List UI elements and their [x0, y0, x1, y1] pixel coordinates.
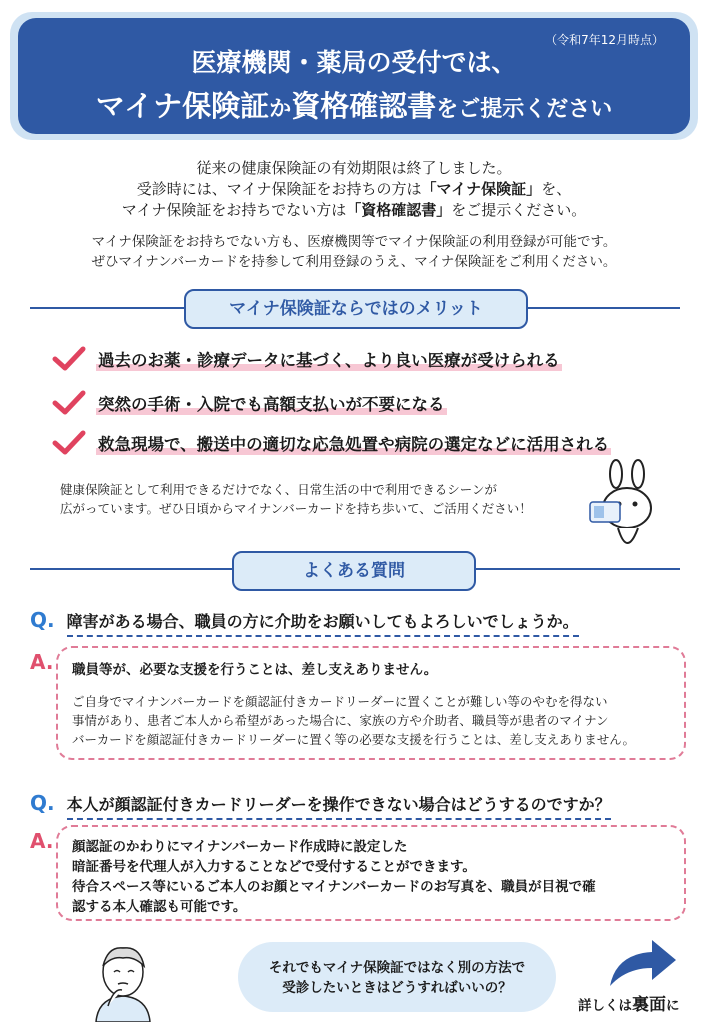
answer-box-2 [56, 825, 686, 921]
intro-line3-a: マイナ保険証をお持ちでない方は [121, 201, 347, 219]
answer-1-lead: 職員等が、必要な支援を行うことは、差し支えありません。 [72, 662, 438, 678]
more-prefix: 詳しくは [578, 998, 632, 1014]
intro-line2 [0, 179, 708, 200]
see-reverse-link [578, 990, 680, 1015]
answer-1-line1: ご自身でマイナンバーカードを顔認証付きカードリーダーに置くことが難しい等のやむを得ない [72, 694, 608, 709]
intro-line3 [0, 200, 708, 221]
answer-1-line3: バーカードを顔認証付きカードリーダーに置く等の必要な支援を行うことは、差し支えありません。 [72, 732, 636, 747]
a-mark: A. [30, 829, 54, 853]
answer-2-line2: 暗証番号を代理人が入力することなどで受付することができます。 [72, 859, 476, 875]
title-line1: 医療機関・薬局の受付では、 [191, 48, 517, 77]
answer-2-line1: 顔認証のかわりにマイナンバーカード作成時に設定した [72, 839, 408, 855]
header-banner [10, 12, 698, 140]
intro-line2-a: 受診時には、マイナ保険証をお持ちの方は [136, 180, 422, 198]
intro-line4: マイナ保険証をお持ちでない方も、医療機関等でマイナ保険証の利用登録が可能です。 [91, 234, 617, 250]
q-mark: Q. [30, 608, 55, 632]
header-banner-inner [18, 18, 690, 134]
question-text: 障害がある場合、職員の方に介助をお願いしてもよろしいでしょうか。 [67, 609, 579, 637]
mascot-rabbit-icon [588, 458, 668, 564]
answer-1-line2: 事情があり、患者ご本人から希望があった場合に、家族の方や介助者、職員等が患者のマイナン [72, 713, 609, 728]
intro-line3-b: 「資格確認書」 [346, 201, 452, 219]
intro-line2-b: 「マイナ保険証」 [421, 180, 542, 198]
intro-text-2 [0, 232, 708, 272]
merits-note-line2: 広がっています。ぜひ日頃からマイナンバーカードを持ち歩いて、ご活用ください！ [60, 501, 532, 516]
bubble-line2: 受診したいときはどうすればいいの？ [282, 980, 512, 996]
more-reverse: 裏面 [632, 995, 666, 1015]
merit-item-2 [52, 390, 447, 416]
intro-line1: 従来の健康保険証の有効期限は終了しました。 [196, 159, 512, 177]
answer-box-1 [56, 646, 686, 760]
merits-note-line1: 健康保険証として利用できるだけでなく、日常生活の中で利用できるシーンが [60, 482, 498, 497]
title-ka: か [269, 97, 292, 122]
as-of-date: （令和7年12月時点） [545, 33, 664, 47]
merit-text: 救急現場で、搬送中の適切な応急処置や病院の選定などに活用される [96, 431, 611, 455]
intro-line3-c: をご提示ください。 [451, 201, 587, 219]
faq-heading: よくある質問 [232, 551, 476, 591]
merit-text: 突然の手術・入院でも高額支払いが不要になる [96, 391, 447, 415]
title-myna-hokensho: マイナ保険証 [95, 89, 270, 123]
answer-2-line3: 待合スペース等にいるご本人のお顔とマイナンバーカードのお写真を、職員が目視で確 [72, 879, 596, 895]
bubble-line1: それでもマイナ保険証ではなく別の方法で [268, 960, 526, 976]
title-suffix: をご提示ください [436, 97, 613, 122]
question-bubble [238, 942, 556, 1012]
question-2 [30, 791, 611, 820]
answer-2-body [72, 837, 596, 917]
intro-line2-c: を、 [541, 180, 572, 198]
question-text: 本人が顔認証付きカードリーダーを操作できない場合はどうするのですか？ [67, 792, 611, 820]
thinking-person-icon [78, 940, 168, 1022]
intro-line5: ぜひマイナンバーカードを持参して利用登録のうえ、マイナ保険証をご利用ください。 [91, 254, 617, 270]
title-shikaku: 資格確認書 [291, 89, 437, 123]
check-icon [52, 346, 86, 372]
a-mark: A. [30, 650, 54, 674]
intro-text [0, 158, 708, 221]
merit-text: 過去のお薬・診療データに基づく、より良い医療が受けられる [96, 347, 562, 371]
more-suffix: に [666, 998, 680, 1014]
check-icon [52, 430, 86, 456]
title-line2 [18, 84, 690, 125]
answer-1-body [72, 692, 635, 749]
check-icon [52, 390, 86, 416]
merits-heading: マイナ保険証ならではのメリット [184, 289, 528, 329]
answer-2-line4: 認する本人確認も可能です。 [72, 899, 247, 915]
merit-item-3 [52, 430, 611, 456]
arrow-right-icon [606, 936, 678, 988]
merits-note [60, 480, 532, 518]
question-1 [30, 608, 579, 637]
q-mark: Q. [30, 791, 55, 815]
merit-item-1 [52, 346, 562, 372]
